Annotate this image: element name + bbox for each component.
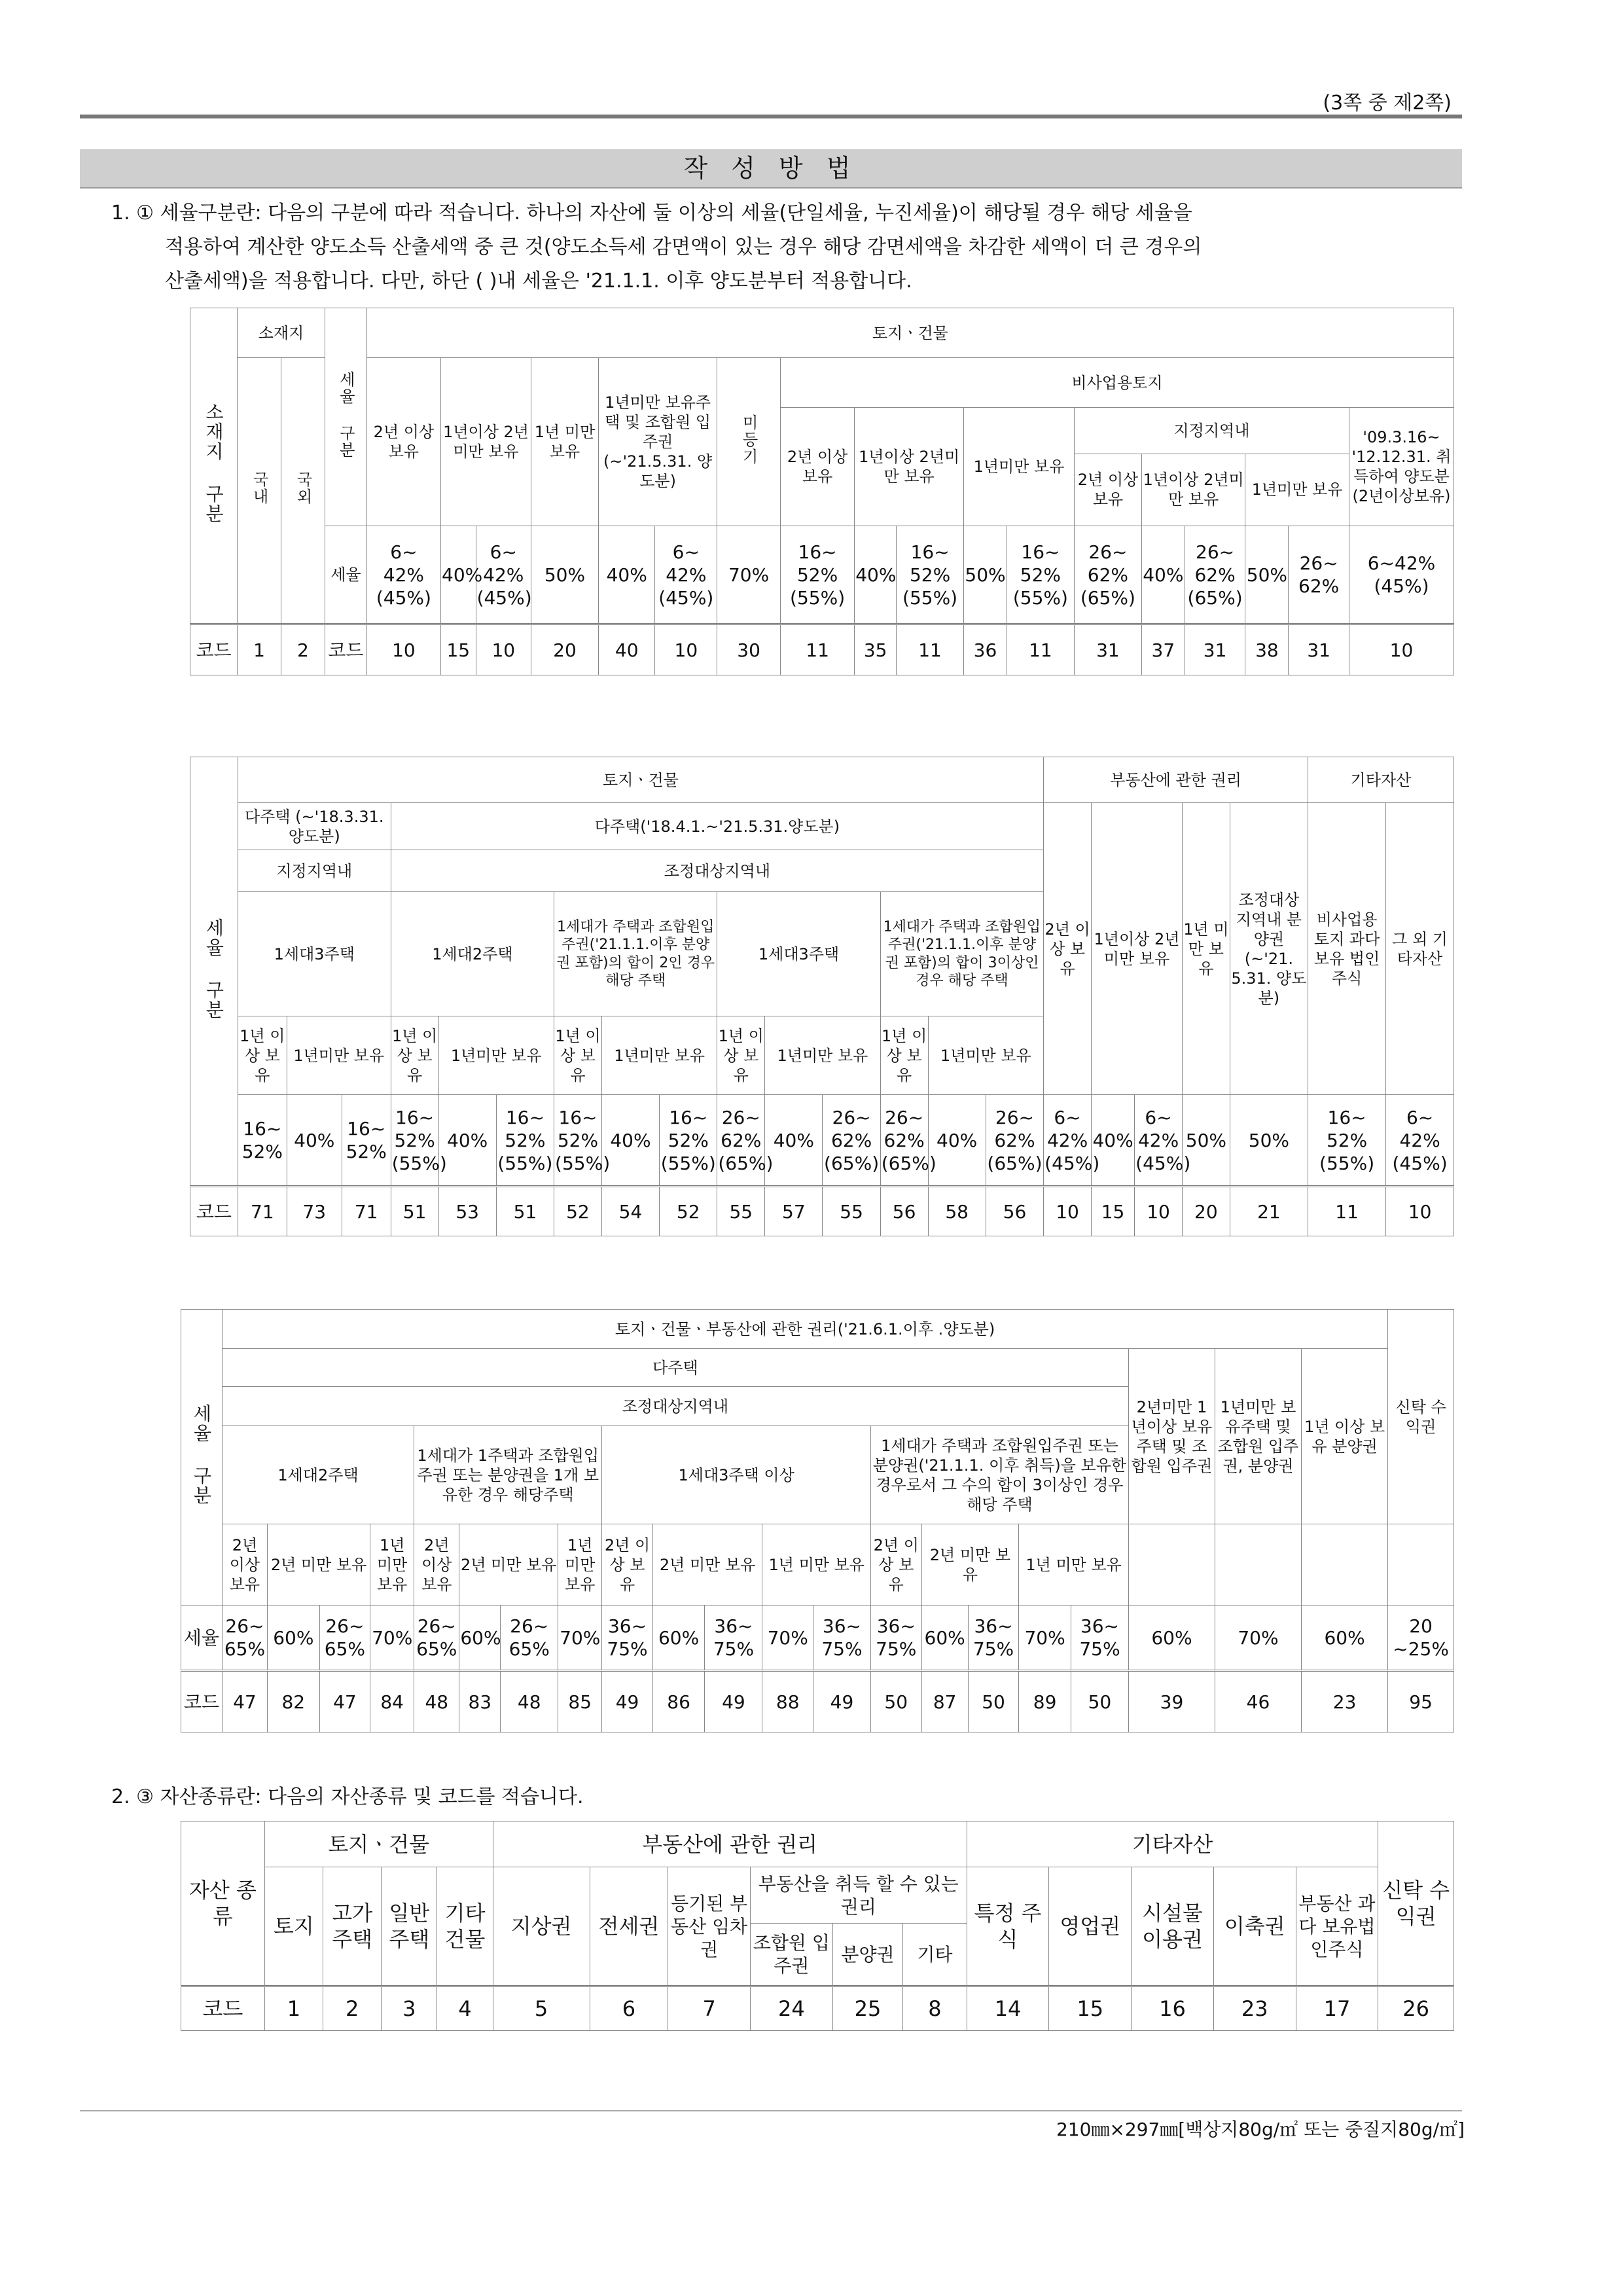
code-label: 코드 [190,1187,238,1236]
rate-table-3 [181,1309,1454,1732]
code-label: 코드 [181,1986,265,2031]
rate-cell: 6~ 42% (45%) [1135,1095,1183,1187]
rate-cell: 16~ 52% (55%) [554,1095,602,1187]
col-union-right: 조합원 입주권 [751,1924,833,1986]
r-adj-header: 조정대상 지역내 분양권 (~'21. 5.31. 양도분) [1230,803,1308,1095]
acquire-right-header: 부동산을 취득 할 수 있는 권리 [751,1867,967,1924]
col-specific-stock: 특정 주식 [967,1867,1049,1986]
code-cell: 1 [238,624,281,675]
rate-cell: 36~ 75% [705,1605,762,1671]
code-cell: 47 [222,1671,267,1732]
lt1-s-header: 1년 미만 보유 [370,1524,414,1605]
code-cell: 10 [1135,1187,1183,1236]
item1-text [111,196,1459,298]
item1-line3: 산출세액)을 적용합니다. 다만, 하단 ( )내 세율은 '21.1.1. 이후 양도분부터 적용합니다. [165,270,912,293]
land-building-header: 토지ㆍ건물 [264,1821,493,1867]
3house-b-header: 1세대3주택 [717,892,880,1016]
rate-cell: 50% [1245,526,1289,624]
rate-cell: 40% [601,1095,659,1187]
rate-cell: 36~ 75% [1071,1605,1128,1671]
code-cell: 31 [1289,624,1349,675]
code-cell: 10 [476,624,531,675]
footer-rule [80,2110,1462,2111]
lt1-header: 1년미만 보유 [287,1016,391,1095]
code-cell: 24 [751,1986,833,2031]
d-1to2-header: 1년이상 2년미만 보유 [1142,454,1245,526]
designated-block [1074,408,1349,526]
2house-header: 1세대2주택 [391,892,554,1016]
multi-old-header: 다주택 (~'18.3.31. 양도분) [238,803,391,850]
code-cell: 10 [1349,624,1454,675]
code-cell: 23 [1301,1671,1387,1732]
code-cell: 88 [762,1671,813,1732]
2y-header: 2년 이상 보유 [222,1524,267,1605]
rate-cell: 60% [459,1605,501,1671]
rate-cell: 26~ 65% [501,1605,558,1671]
code-cell: 49 [813,1671,870,1732]
rate-cell: 60% [1128,1605,1215,1671]
col-other-building: 기타 건물 [437,1867,493,1986]
code-cell: 48 [501,1671,558,1732]
rate-cell: 26~ 65% [319,1605,370,1671]
rate-cell: 40% [438,1095,496,1187]
code-cell: 7 [668,1986,751,2031]
rate-cell: 20 ~25% [1388,1605,1454,1671]
code-cell: 54 [601,1187,659,1236]
lt1-header: 1년미만 보유 [438,1016,554,1095]
code-cell: 15 [441,624,476,675]
2y-header: 2년 이상 보유 [414,1524,459,1605]
item2-text [111,1780,1459,1814]
rate-cell: 40% [287,1095,342,1187]
code-cell: 51 [496,1187,554,1236]
code-cell: 25 [832,1986,902,2031]
code-label: 코드 [181,1671,223,1732]
code-cell: 10 [1386,1187,1454,1236]
rate-cell: 16~ 52% [238,1095,287,1187]
rate-group-header: 세율 구분 [325,308,366,526]
rate-cell: 16~ 52% (55%) [1308,1095,1386,1187]
code-cell: 6 [590,1986,668,2031]
code-cell: 50 [968,1671,1019,1732]
code-cell: 57 [765,1187,823,1236]
rate-cell: 16~ 52% (55%) [660,1095,717,1187]
2y-lt-header: 2년 미만 보유 [921,1524,1019,1605]
rate-cell: 6~ 42% (45%) [1044,1095,1092,1187]
code-cell: 49 [705,1671,762,1732]
2house-header: 1세대2주택 [222,1426,414,1524]
unregistered-header: 미등기 [717,358,781,526]
rate-label: 세율 [325,526,366,624]
code-cell: 58 [928,1187,986,1236]
rate-cell: 6~ 42% (45%) [366,526,440,624]
land-building-header: 토지ㆍ건물 [366,308,1454,358]
r-2y-header: 2년 이상 보유 [1044,803,1092,1095]
rate-cell: 26~ 62% (65%) [986,1095,1043,1187]
code-cell: 52 [554,1187,602,1236]
top-rule [80,115,1462,118]
code-cell: 49 [602,1671,653,1732]
rate-cell: 60% [921,1605,968,1671]
item1-line1: 1. ① 세율구분란: 다음의 구분에 따라 적습니다. 하나의 자산에 둘 이상의 세율(단일세율, 누진세율)이 해당될 경우 해당 세율을 [111,202,1192,224]
rate-cell: 26~ 65% [414,1605,459,1671]
rate-cell: 26~ 62% (65%) [717,1095,765,1187]
lt1-header: 1년미만 보유 [601,1016,717,1095]
code-cell: 10 [1044,1187,1092,1236]
code-cell: 73 [287,1187,342,1236]
adjusted-header: 조정대상지역내 [222,1387,1128,1426]
domestic-header: 국내 [238,358,281,624]
code-cell: 95 [1388,1671,1454,1732]
rate-cell: 60% [652,1605,705,1671]
rate-cell: 16~ 52% (55%) [496,1095,554,1187]
rate-cell: 26~ 62% (65%) [880,1095,928,1187]
col-jeonse: 전세권 [590,1867,668,1986]
col-surface-right: 지상권 [493,1867,590,1986]
col-lease-right: 등기된 부동산 임차권 [668,1867,751,1986]
multi-header: 다주택 [222,1349,1128,1387]
code-cell: 21 [1230,1187,1308,1236]
nb-1to2-header: 1년이상 2년미만 보유 [855,408,964,526]
o-nb-header: 비사업용 토지 과다보유 법인주식 [1308,803,1386,1095]
rights-header: 부동산에 관한 권리 [493,1821,967,1867]
rate-cell: 6~ 42% (45%) [655,526,717,624]
ge1-header: 1년 이상 보유 [238,1016,287,1095]
rate-cell: 36~ 75% [602,1605,653,1671]
r-lt1-header: 1년 미만 보유 [1182,803,1230,1095]
2y-lt-header: 2년 미만 보유 [459,1524,558,1605]
col-facility-use: 시설물 이용권 [1132,1867,1214,1986]
rate-cell: 6~ 42% (45%) [1386,1095,1454,1187]
2y-header: 2년 이상 보유 [602,1524,653,1605]
trust-header: 신탁 수익권 [1378,1821,1454,1986]
code-cell: 52 [660,1187,717,1236]
rate-table-2 [190,757,1454,1236]
rate-cell: 40% [765,1095,823,1187]
designated-header: 지정지역내 [238,850,391,892]
asset-kind-header: 자산 종류 [181,1821,265,1986]
other-header: 기타자산 [1308,757,1454,803]
1y-lt-header: 1년 미만 보유 [1019,1524,1129,1605]
code-cell: 55 [823,1187,880,1236]
d-2y-header: 2년 이상 보유 [1075,454,1142,526]
rate-cell: 26~ 62% (65%) [823,1095,880,1187]
rate-cell: 16~ 52% (55%) [391,1095,438,1187]
code-cell: 2 [281,624,325,675]
nonbiz-land-header: 비사업용토지 [780,358,1454,408]
hold-lt1-header: 1년 미만 보유 [531,358,599,526]
ge1-header: 1년 이상 보유 [391,1016,438,1095]
rate-table-1 [190,308,1454,675]
code-cell: 11 [780,624,854,675]
lt1-header: 1년미만 보유주택 및 조합원 입주권, 분양권 [1215,1349,1301,1524]
item2-line1: 2. ③ 자산종류란: 다음의 자산종류 및 코드를 적습니다. [111,1785,584,1808]
code-cell: 15 [1091,1187,1134,1236]
col-goodwill: 영업권 [1049,1867,1132,1986]
rate-cell: 70% [1215,1605,1301,1671]
rate-cell: 50% [964,526,1007,624]
code-cell: 55 [717,1187,765,1236]
3house-header: 1세대3주택 [238,892,391,1016]
rate-cell: 60% [268,1605,320,1671]
hold-2y-header: 2년 이상 보유 [366,358,440,526]
rate-cell: 40% [855,526,897,624]
rate-cell: 26~ 62% [1289,526,1349,624]
pre-sale-header: 1년 이상 보유 분양권 [1301,1349,1387,1524]
code-cell: 14 [967,1986,1049,2031]
rate-cell: 16~ 52% (55%) [780,526,854,624]
rate-cell: 16~ 52% [342,1095,391,1187]
col-re-corp-stock: 부동산 과다 보유법 인주식 [1296,1867,1378,1986]
code-cell: 51 [391,1187,438,1236]
trust-header: 신탁 수익권 [1388,1310,1454,1524]
rate-cell: 70% [1019,1605,1071,1671]
code-cell: 56 [986,1187,1043,1236]
r-1to2-header: 1년이상 2년미만 보유 [1091,803,1182,1095]
code-cell: 3 [382,1986,437,2031]
loc-header: 소재지 [238,308,325,358]
rate-cell: 26~ 65% [222,1605,267,1671]
foreign-header: 국외 [281,358,325,624]
0903-header: '09.3.16~ '12.12.31. 취득하여 양도분 (2년이상보유) [1349,408,1454,526]
rate-cell: 36~ 75% [813,1605,870,1671]
rate-cell: 26~ 62% (65%) [1074,526,1141,624]
code-cell: 82 [268,1671,320,1732]
hold-1to2-header: 1년이상 2년미만 보유 [441,358,531,526]
code-cell: 83 [459,1671,501,1732]
code-cell: 17 [1296,1986,1378,2031]
loc-group-header: 소재지 구분 [190,308,238,624]
col-relocation: 이축권 [1213,1867,1296,1986]
nb-lt1-header: 1년미만 보유 [964,408,1075,526]
rate-cell: 50% [1230,1095,1308,1187]
code-cell: 11 [1308,1187,1386,1236]
code-cell: 46 [1215,1671,1301,1732]
rate-cell: 70% [717,526,781,624]
code-label: 코드 [190,624,238,675]
rate-cell: 40% [598,526,654,624]
rate-cell: 50% [531,526,599,624]
code-cell: 48 [414,1671,459,1732]
code-cell: 5 [493,1986,590,2031]
rate-cell: 40% [441,526,476,624]
code-cell: 16 [1132,1986,1214,2031]
item1-line2: 적용하여 계산한 양도소득 산출세액 중 큰 것(양도소득세 감면액이 있는 경우 해당 감면세액을 차감한 세액이 더 큰 경우의 [165,236,1202,259]
1y-lt-header: 1년 미만 보유 [762,1524,871,1605]
multi-new-header: 다주택('18.4.1.~'21.5.31.양도분) [391,803,1043,850]
code-cell: 23 [1213,1986,1296,2031]
adjusted-header: 조정대상지역내 [391,850,1043,892]
2y-header: 2년 이상 보유 [870,1524,921,1605]
rate-cell: 36~ 75% [870,1605,921,1671]
code-cell: 8 [903,1986,967,2031]
code-cell: 31 [1185,624,1245,675]
code-cell: 71 [342,1187,391,1236]
code-cell: 37 [1141,624,1185,675]
code-cell: 31 [1074,624,1141,675]
code-cell: 84 [370,1671,414,1732]
rate-group-header: 세율 구분 [181,1310,223,1605]
rate-cell: 40% [1091,1095,1134,1187]
code-cell: 87 [921,1671,968,1732]
land-building-header: 토지ㆍ건물 [238,757,1043,803]
code-cell: 30 [717,624,781,675]
2sum-header: 1세대가 주택과 조합원입주권('21.1.1.이후 분양권 포함)의 합이 2인 경우 해당 주택 [554,892,717,1016]
paper-spec: 210㎜×297㎜[백상지80g/㎡ 또는 중질지80g/㎡] [1056,2119,1465,2140]
house-lt1-header: 1년미만 보유주택 및 조합원 입주권 (~'21.5.31. 양도분) [598,358,717,526]
asset-kind-table [181,1821,1454,2031]
code-cell: 35 [855,624,897,675]
rate-cell: 40% [1141,526,1185,624]
col-presale: 분양권 [832,1924,902,1986]
code-cell: 11 [1007,624,1074,675]
code-cell: 89 [1019,1671,1071,1732]
code-cell: 15 [1049,1986,1132,2031]
col-land: 토지 [264,1867,323,1986]
code-cell: 40 [598,624,654,675]
rate-cell: 16~ 52% (55%) [1007,526,1074,624]
code-cell: 50 [1071,1671,1128,1732]
2y-lt-header: 2년 미만 보유 [268,1524,370,1605]
lt1-header: 1년미만 보유 [928,1016,1044,1095]
rate-cell: 70% [762,1605,813,1671]
rate-cell: 16~ 52% (55%) [897,526,964,624]
3sum-header: 1세대가 주택과 조합원입주권 또는 분양권('21.1.1. 이후 취득)을 보유한 경우로서 그 수의 합이 3이상인 경우 해당 주택 [870,1426,1128,1524]
designated-header: 지정지역내 [1075,408,1349,454]
code-cell: 20 [1182,1187,1230,1236]
col-acq-other: 기타 [903,1924,967,1986]
rate-cell: 26~ 62% (65%) [1185,526,1245,624]
code-cell: 10 [366,624,440,675]
3sum-header: 1세대가 주택과 조합원입주권('21.1.1.이후 분양권 포함)의 합이 3이상인 경우 해당 주택 [880,892,1043,1016]
nb-2y-header: 2년 이상 보유 [780,408,854,526]
2y-lt-header: 2년 미만 보유 [652,1524,762,1605]
code-cell: 86 [652,1671,705,1732]
rate-cell: 70% [370,1605,414,1671]
code-cell: 50 [870,1671,921,1732]
rate-cell: 40% [928,1095,986,1187]
rate-cell: 6~ 42% (45%) [476,526,531,624]
1and1-header: 1세대가 1주택과 조합원입주권 또는 분양권을 1개 보유한 경우 해당주택 [414,1426,602,1524]
code-cell: 20 [531,624,599,675]
lt1-s-header: 1년 미만 보유 [558,1524,602,1605]
lt1-header: 1년미만 보유 [765,1016,881,1095]
code-cell: 4 [437,1986,493,2031]
other-header: 기타자산 [967,1821,1378,1867]
col-house: 일반 주택 [382,1867,437,1986]
rate-cell: 70% [558,1605,602,1671]
ge1-header: 1년 이상 보유 [880,1016,928,1095]
rate-label: 세율 [181,1605,223,1671]
code-label: 코드 [325,624,366,675]
top-header: 토지ㆍ건물ㆍ부동산에 관한 권리('21.6.1.이후 .양도분) [222,1310,1387,1349]
page-number: (3쪽 중 제2쪽) [1323,92,1452,115]
code-cell: 1 [264,1986,323,2031]
3plus-header: 1세대3주택 이상 [602,1426,871,1524]
rate-cell: 60% [1301,1605,1387,1671]
code-cell: 56 [880,1187,928,1236]
rights-header: 부동산에 관한 권리 [1044,757,1308,803]
section-title: 작 성 방 법 [80,149,1462,188]
rate-group-header: 세율 구분 [190,757,238,1187]
code-cell: 10 [655,624,717,675]
code-cell: 2 [323,1986,382,2031]
rate-cell: 50% [1182,1095,1230,1187]
o-else-header: 그 외 기타자산 [1386,803,1454,1095]
code-cell: 11 [897,624,964,675]
d-lt1-header: 1년미만 보유 [1245,454,1349,526]
ge1-header: 1년 이상 보유 [717,1016,765,1095]
code-cell: 26 [1378,1986,1454,2031]
code-cell: 71 [238,1187,287,1236]
lt2-header: 2년미만 1년이상 보유주택 및 조합원 입주권 [1128,1349,1215,1524]
code-cell: 53 [438,1187,496,1236]
code-cell: 39 [1128,1671,1215,1732]
code-cell: 38 [1245,624,1289,675]
rate-cell: 6~42% (45%) [1349,526,1454,624]
rate-cell: 36~ 75% [968,1605,1019,1671]
code-cell: 85 [558,1671,602,1732]
col-luxury-house: 고가 주택 [323,1867,382,1986]
code-cell: 36 [964,624,1007,675]
code-cell: 47 [319,1671,370,1732]
ge1-header: 1년 이상 보유 [554,1016,602,1095]
